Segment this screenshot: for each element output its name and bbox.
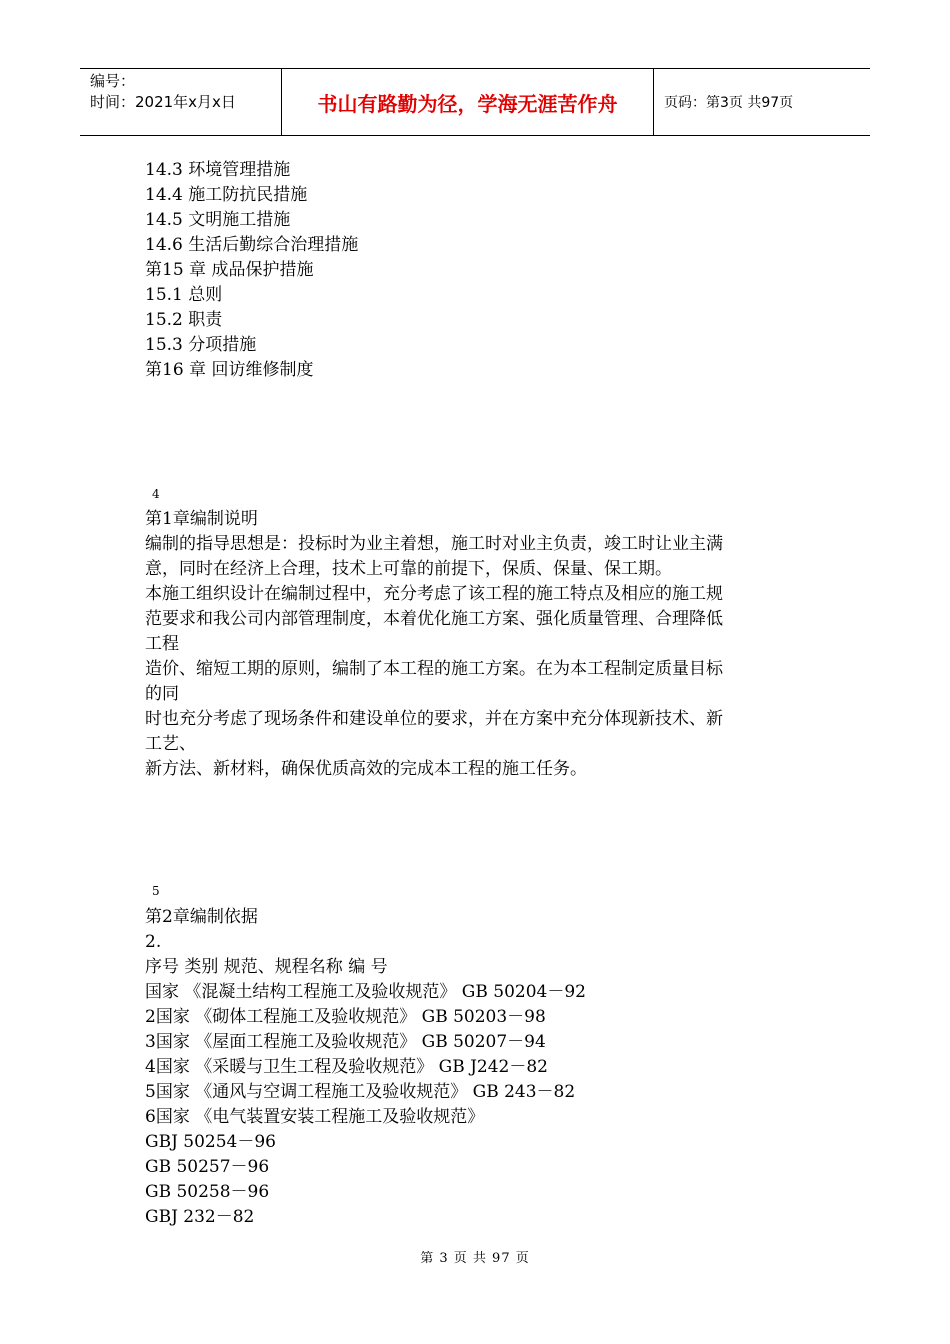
header-page-info: 页码：第3页 共97页 bbox=[664, 95, 794, 111]
header-meta bbox=[80, 69, 282, 135]
standard-code: GBJ 232－82 bbox=[145, 1207, 255, 1227]
toc-item: 15.2 职责 bbox=[145, 310, 223, 330]
table-header-line: 序号 类别 规范、规程名称 编 号 bbox=[145, 957, 388, 977]
toc-item: 第15 章 成品保护措施 bbox=[145, 260, 314, 280]
standard-row: 6国家 《电气装置安装工程施工及验收规范》 bbox=[145, 1107, 485, 1127]
standard-code: GBJ 50254－96 bbox=[145, 1132, 277, 1152]
paragraph-line: 意，同时在经济上合理，技术上可靠的前提下，保质、保量、保工期。 bbox=[145, 559, 672, 579]
paragraph-line: 工艺、 bbox=[145, 734, 196, 754]
paragraph-line: 造价、缩短工期的原则，编制了本工程的施工方案。在为本工程制定质量目标 bbox=[145, 659, 723, 679]
toc-item: 14.4 施工防抗民措施 bbox=[145, 185, 308, 205]
paragraph-line: 时也充分考虑了现场条件和建设单位的要求，并在方案中充分体现新技术、新 bbox=[145, 709, 723, 729]
page-marker: 4 bbox=[152, 487, 160, 501]
toc-list bbox=[145, 158, 805, 383]
paragraph-line: 范要求和我公司内部管理制度，本着优化施工方案、强化质量管理、合理降低 bbox=[145, 609, 723, 629]
standard-row: 5国家 《通风与空调工程施工及验收规范》 GB 243－82 bbox=[145, 1082, 576, 1102]
toc-item: 14.5 文明施工措施 bbox=[145, 210, 291, 230]
standard-row: 4国家 《采暖与卫生工程及验收规范》 GB J242－82 bbox=[145, 1057, 548, 1077]
chapter-heading: 第2章编制依据 bbox=[145, 907, 258, 927]
page-marker: 5 bbox=[152, 884, 160, 898]
page-header bbox=[80, 68, 870, 136]
toc-item: 第16 章 回访维修制度 bbox=[145, 360, 314, 380]
standard-code: GB 50257－96 bbox=[145, 1157, 270, 1177]
header-motto: 书山有路勤为径，学海无涯苦作舟 bbox=[282, 69, 654, 135]
paragraph-line: 2. bbox=[145, 932, 162, 952]
chapter-heading: 第1章编制说明 bbox=[145, 509, 258, 529]
time-label: 时间：2021年x月x日 bbox=[90, 93, 236, 111]
paragraph-line: 编制的指导思想是：投标时为业主着想，施工时对业主负责，竣工时让业主满 bbox=[145, 534, 723, 554]
page-footer: 第 3 页 共 97 页 bbox=[420, 1251, 530, 1266]
standard-code: GB 50258－96 bbox=[145, 1182, 270, 1202]
standard-row: 2国家 《砌体工程施工及验收规范》 GB 50203－98 bbox=[145, 1007, 546, 1027]
toc-item: 14.3 环境管理措施 bbox=[145, 160, 291, 180]
paragraph-line: 本施工组织设计在编制过程中，充分考虑了该工程的施工特点及相应的施工规 bbox=[145, 584, 723, 604]
number-label: 编号： bbox=[90, 72, 136, 90]
paragraph-line: 的同 bbox=[145, 684, 179, 704]
toc-item: 15.1 总则 bbox=[145, 285, 223, 305]
standard-row: 3国家 《屋面工程施工及验收规范》 GB 50207－94 bbox=[145, 1032, 546, 1052]
paragraph-line: 工程 bbox=[145, 634, 179, 654]
section-2 bbox=[145, 905, 805, 1230]
toc-item: 15.3 分项措施 bbox=[145, 335, 257, 355]
standard-row: 国家 《混凝土结构工程施工及验收规范》 GB 50204－92 bbox=[145, 982, 586, 1002]
toc-item: 14.6 生活后勤综合治理措施 bbox=[145, 235, 359, 255]
paragraph-line: 新方法、新材料，确保优质高效的完成本工程的施工任务。 bbox=[145, 759, 587, 779]
section-1 bbox=[145, 507, 805, 782]
